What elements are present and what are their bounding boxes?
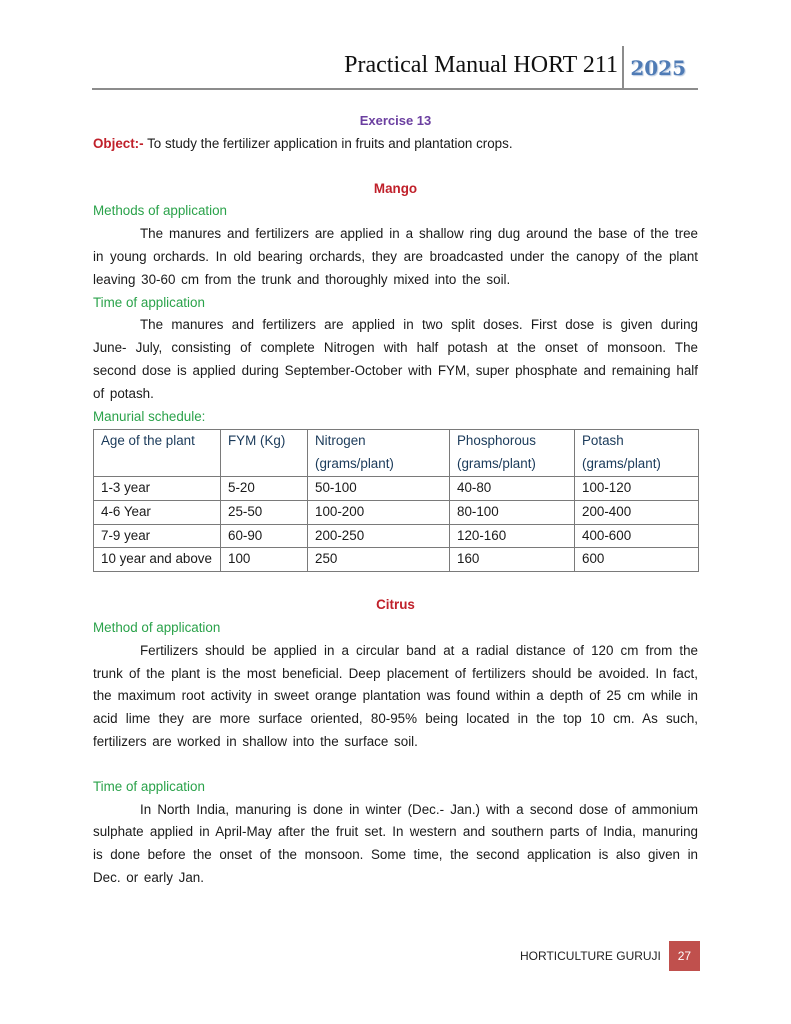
cell-potash: 400-600 [575,524,699,548]
cell-fym: 25-50 [221,500,308,524]
citrus-method-text: Fertilizers should be applied in a circular band at a radial distance of 120 cm from the trunk of the plant is the most beneficial. Deep placement of fertilizers should be avoided. In fact, the maximum root activity in sweet orange plantation was found within a depth of 25 cm while in acid lime they are more surface oriented, 80-95% being located in the top 10 cm. As such, fertilizers are worked in shallow into the surface soil. [93,642,698,749]
manurial-schedule-heading: Manurial schedule: [93,408,206,424]
table-row [94,548,699,572]
header-phosphorous: Phosphorous (grams/plant) [450,430,575,477]
cell-age: 10 year and above [94,548,221,572]
manurial-schedule-table [93,429,699,572]
cell-phosphorous: 160 [450,548,575,572]
citrus-time-text: In North India, manuring is done in winter (Dec.- Jan.) with a second dose of ammonium sulphate applied in April-May after the fruit set. In western and southern parts of India, manuring is done before the onset of the monsoon. Some time, the second application is also given in Dec. or early Jan. [93,801,698,885]
header-fym: FYM (Kg) [221,430,308,477]
mango-time-heading: Time of application [93,294,205,310]
cell-age: 4-6 Year [94,500,221,524]
table-row [94,476,699,500]
page-content [93,110,698,890]
object-line [93,133,698,156]
table-row [94,500,699,524]
cell-age: 1-3 year [94,476,221,500]
cell-phosphorous: 120-160 [450,524,575,548]
citrus-title: Citrus [376,597,415,613]
header-nitrogen: Nitrogen (grams/plant) [308,430,450,477]
mango-time-text: The manures and fertilizers are applied in two split doses. First dose is given during June- July, consisting of complete Nitrogen with half potash at the onset of monsoon. The second dose is applied during September-October with FYM, super phosphate and remaining half of potash. [93,317,698,401]
cell-potash: 100-120 [575,476,699,500]
mango-methods-heading: Methods of application [93,203,227,219]
object-label: Object:- [93,135,144,151]
citrus-method-heading: Method of application [93,619,221,635]
table-header-row [94,430,699,477]
citrus-time-heading: Time of application [93,778,205,794]
mango-title: Mango [373,180,418,196]
table-row [94,524,699,548]
header-potash: Potash (grams/plant) [575,430,699,477]
object-text: To study the fertilizer application in fruits and plantation crops. [147,135,513,151]
page-header [92,46,698,90]
header-age: Age of the plant [94,430,221,477]
cell-fym: 5-20 [221,476,308,500]
cell-potash: 600 [575,548,699,572]
manual-year: 2025 [630,56,686,80]
cell-nitrogen: 200-250 [308,524,450,548]
mango-methods-text: The manures and fertilizers are applied in a shallow ring dug around the base of the tree in young orchards. In old bearing orchards, they are broadcasted under the canopy of the plant leaving 30-60 cm from the trunk and thoroughly mixed into the soil. [93,226,698,287]
cell-nitrogen: 50-100 [308,476,450,500]
cell-fym: 100 [221,548,308,572]
cell-nitrogen: 100-200 [308,500,450,524]
cell-phosphorous: 40-80 [450,476,575,500]
exercise-title: Exercise 13 [359,113,432,128]
cell-age: 7-9 year [94,524,221,548]
cell-phosphorous: 80-100 [450,500,575,524]
footer-brand: HORTICULTURE GURUJI [520,949,661,963]
cell-fym: 60-90 [221,524,308,548]
page-number: 27 [669,941,700,971]
cell-nitrogen: 250 [308,548,450,572]
cell-potash: 200-400 [575,500,699,524]
page-footer [520,941,700,971]
manual-title: Practical Manual HORT 211 [344,52,618,78]
header-divider [622,46,624,88]
